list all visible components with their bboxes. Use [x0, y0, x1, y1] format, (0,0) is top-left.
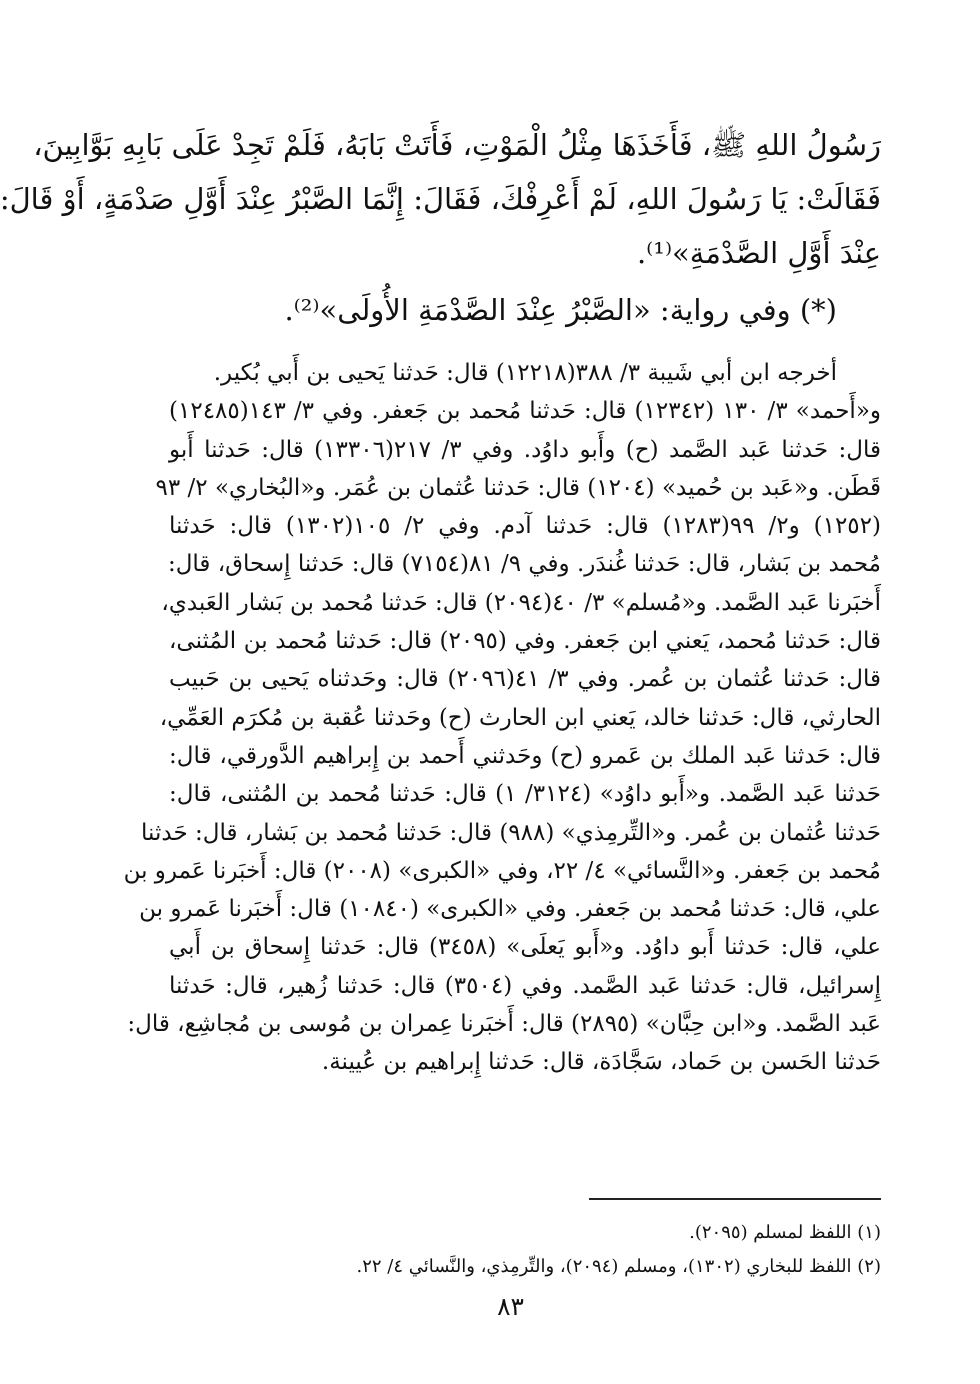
takhrij-line: و«أَحمد» ٣/ ١٣٠ (١٢٣٤٢) قال: حَدثنا مُحمد بن جَعفر. وفي ٣/ ١٤٣(١٢٤٨٥): [169, 398, 882, 425]
takhrij-line: قال: حَدثنا عَبد الملك بن عَمرو (ح) وحَدثني أَحمد بن إِبراهيم الدَّورقي، قال:: [169, 742, 881, 769]
hadith-line: عِنْدَ أَوَّلِ الصَّدْمَةِ»⁽¹⁾.: [636, 236, 881, 270]
alternate-narration: (*) وفي رواية: «الصَّبْرُ عِنْدَ الصَّدْمَةِ الأُولَى»⁽²⁾.: [284, 293, 837, 327]
takhrij-line: قال: حَدثنا عَبد الصَّمد (ح) وأَبو داوُد. وفي ٣/ ٢١٧(١٣٣٠٦) قال: حَدثنا أَبو: [169, 436, 881, 463]
footnote-2: (٢) اللفظ للبخاري (١٣٠٢)، ومسلم (٢٠٩٤)، والتِّرمِذي، والنَّسائي ٤/ ٢٢.: [356, 1256, 881, 1277]
hadith-line: رَسُولُ اللهِ ﷺ، فَأَخَذَهَا مِثْلُ الْمَوْتِ، فَأَتَتْ بَابَهُ، فَلَمْ تَجِدْ عَلَى بَابِهِ بَوَّابِينَ،: [33, 128, 881, 162]
takhrij-line: أَخبَرنا عَبد الصَّمد. و«مُسلم» ٣/ ٤٠(٢٠٩٤) قال: حَدثنا مُحمد بن بَشار العَبدي،: [161, 589, 881, 616]
hadith-text: [0, 118, 881, 340]
takhrij-line: (١٢٥٢) و٢/ ٩٩(١٢٨٣) قال: حَدثنا آدم. وفي ٢/ ١٠٥(١٣٠٢) قال: حَدثنا: [169, 513, 881, 540]
takhrij-paragraph: [123, 354, 882, 1082]
takhrij-line: إِسرائيل، قال: حَدثنا عَبد الصَّمد. وفي (٣٥٠٤) قال: حَدثنا زُهير، قال: حَدثنا: [169, 972, 881, 999]
takhrij-line: أخرجه ابن أبي شَيبة ٣/ ٣٨٨(١٢٢١٨) قال: حَدثنا يَحيى بن أَبي بُكير.: [213, 360, 837, 386]
hadith-line: فَقَالَتْ: يَا رَسُولَ اللهِ، لَمْ أَعْرِفْكَ، فَقَالَ: إِنَّمَا الصَّبْرُ عِنْدَ أَوَّلِ صَدْمَةٍ، أَوْ قَالَ:: [0, 182, 881, 216]
takhrij-line: قال: حَدثنا مُحمد، يَعني ابن جَعفر. وفي (٢٠٩٥) قال: حَدثنا مُحمد بن المُثنى،: [169, 628, 882, 655]
footnotes: [169, 1216, 881, 1284]
takhrij-line: الحارثي، قال: حَدثنا خالد، يَعني ابن الحارث (ح) وحَدثنا عُقبة بن مُكرَم العَمِّي،: [159, 704, 881, 731]
takhrij-line: عَبد الصَّمد. و«ابن حِبَّان» (٢٨٩٥) قال: أَخبَرنا عِمران بن مُوسى بن مُجاشِع، قال:: [127, 1011, 881, 1038]
takhrij-line: علي، قال: حَدثنا مُحمد بن جَعفر. وفي «الكبرى» (١٠٨٤٠) قال: أَخبَرنا عَمرو بن: [139, 896, 881, 923]
takhrij-line: حَدثنا عُثمان بن عُمر. و«التِّرمِذي» (٩٨٨) قال: حَدثنا مُحمد بن بَشار، قال: حَدثنا: [141, 819, 881, 846]
footnote-separator: [589, 1198, 881, 1200]
footnote-1: (١) اللفظ لمسلم (٢٠٩٥).: [689, 1222, 881, 1243]
takhrij-line: مُحمد بن جَعفر. و«النَّسائي» ٤/ ٢٢، وفي «الكبرى» (٢٠٠٨) قال: أَخبَرنا عَمرو بن: [123, 857, 881, 884]
takhrij-line: مُحمد بن بَشار، قال: حَدثنا غُندَر. وفي ٩/ ٨١(٧١٥٤) قال: حَدثنا إِسحاق، قال:: [167, 551, 881, 578]
takhrij-line: حَدثنا الحَسن بن حَماد، سَجَّادَة، قال: حَدثنا إِبراهيم بن عُيينة.: [321, 1049, 881, 1076]
takhrij-line: قال: حَدثنا عُثمان بن عُمر. وفي ٣/ ٤١(٢٠٩٦) قال: وحَدثناه يَحيى بن حَبيب: [169, 666, 881, 693]
takhrij-line: علي، قال: حَدثنا أَبو داوُد. و«أَبو يَعلَى» (٣٤٥٨) قال: حَدثنا إِسحاق بن أَبي: [169, 934, 881, 961]
takhrij-line: حَدثنا عَبد الصَّمد. و«أَبو داوُد» (٣١٢٤/ ١) قال: حَدثنا مُحمد بن المُثنى، قال:: [169, 781, 882, 808]
page-number: ٨٣: [497, 1292, 524, 1321]
takhrij-line: قَطَن. و«عَبد بن حُميد» (١٢٠٤) قال: حَدثنا عُثمان بن عُمَر. و«البُخاري» ٢/ ٩٣: [155, 474, 881, 501]
main-text: [0, 118, 882, 1082]
